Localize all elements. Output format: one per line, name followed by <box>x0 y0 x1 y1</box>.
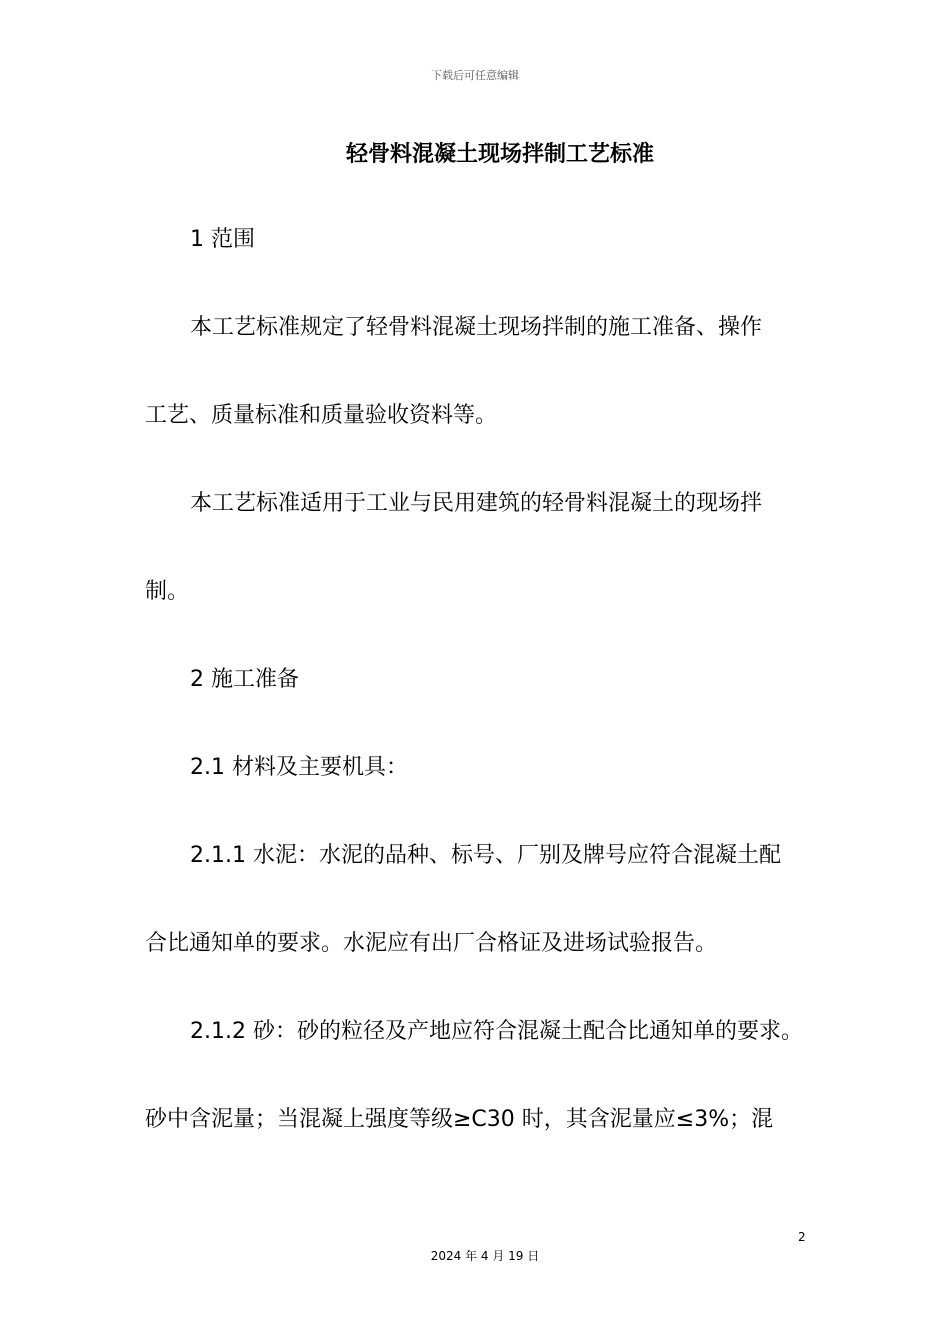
document-title: 轻骨料混凝土现场拌制工艺标准 <box>345 142 654 167</box>
page-footer-date: 2024 年 4 月 19 日 <box>430 1249 540 1263</box>
subsection-heading-materials: 2.1 材料及主要机具： <box>190 755 408 780</box>
paragraph-line: 砂中含泥量；当混凝上强度等级≥C30 时，其含泥量应≤3%；混 <box>145 1107 774 1132</box>
section-heading-scope: 1 范围 <box>190 227 255 252</box>
paragraph-line: 工艺、质量标准和质量验收资料等。 <box>145 403 498 428</box>
page-number: 2 <box>798 1230 806 1244</box>
paragraph-line: 本工艺标准规定了轻骨料混凝土现场拌制的施工准备、操作 <box>190 315 763 340</box>
paragraph-line: 本工艺标准适用于工业与民用建筑的轻骨料混凝土的现场拌 <box>190 491 763 516</box>
paragraph-line: 合比通知单的要求。水泥应有出厂合格证及进场试验报告。 <box>145 931 718 956</box>
section-heading-preparation: 2 施工准备 <box>190 667 299 692</box>
page-header-note: 下载后可任意编辑 <box>431 69 519 82</box>
paragraph-line: 2.1.1 水泥：水泥的品种、标号、厂别及牌号应符合混凝土配 <box>190 843 781 868</box>
paragraph-line: 2.1.2 砂：砂的粒径及产地应符合混凝土配合比通知单的要求。 <box>190 1019 803 1044</box>
paragraph-line: 制。 <box>145 579 190 604</box>
